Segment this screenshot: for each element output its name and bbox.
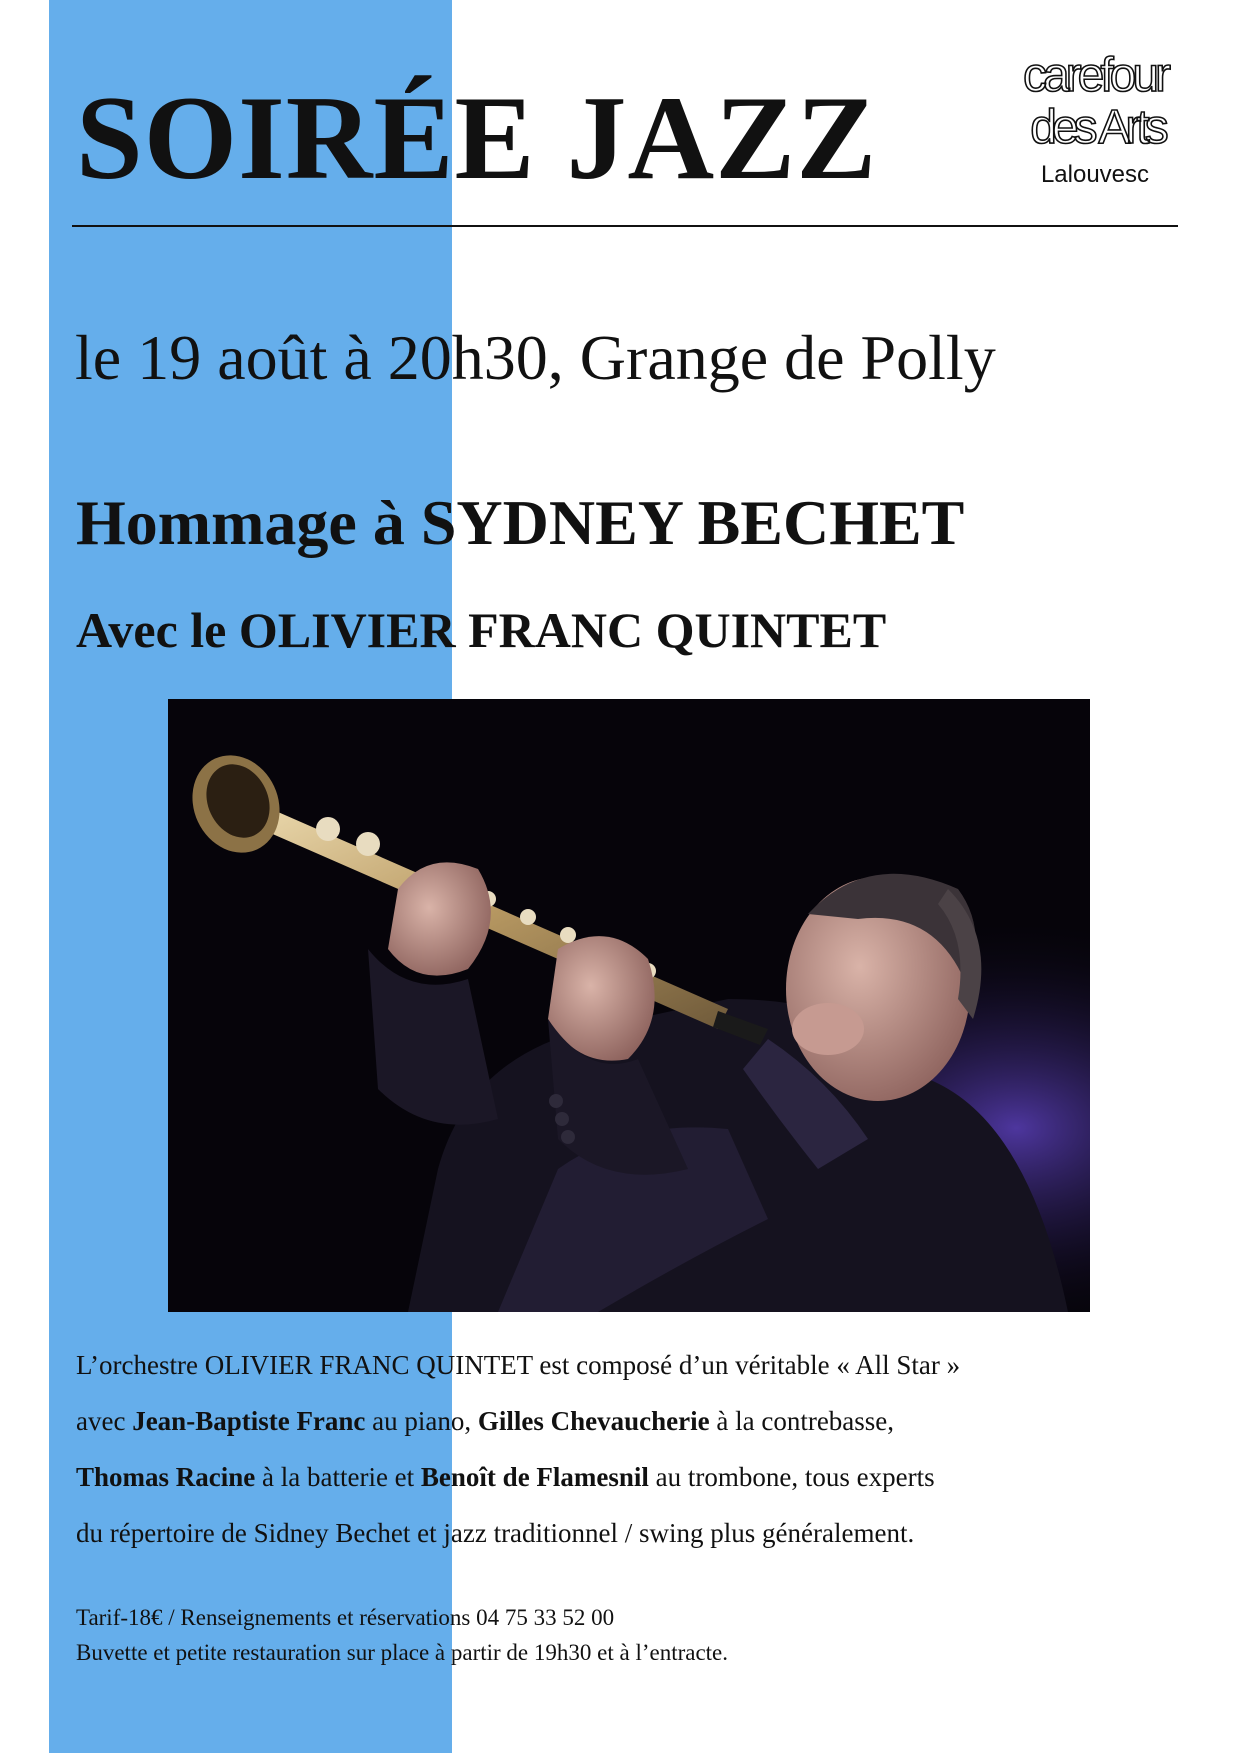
description-line-1: L’orchestre OLIVIER FRANC QUINTET est composé d’un véritable « All Star » — [76, 1350, 961, 1380]
event-date-location: le 19 août à 20h30, Grange de Polly — [75, 322, 996, 393]
description-text: à la batterie et — [255, 1462, 421, 1492]
logo-lettering-icon — [1000, 45, 1190, 157]
musician-name: Thomas Racine — [76, 1462, 256, 1492]
refreshments-info: Buvette et petite restauration sur place à partir de 19h30 et à l’entracte. — [76, 1640, 729, 1665]
poster-title: SOIRÉE JAZZ — [76, 71, 878, 204]
logo-place: Lalouvesc — [1040, 161, 1150, 188]
practical-info — [76, 1600, 1186, 1670]
description-line-2 — [76, 1393, 1186, 1449]
title-divider — [72, 225, 1178, 227]
description-text: à la contrebasse, — [709, 1406, 895, 1436]
description-text: au piano, — [365, 1406, 478, 1436]
quintet-description — [76, 1337, 1186, 1561]
logo-line2: des Arts — [1030, 101, 1164, 154]
carrefour-des-arts-logo — [1000, 45, 1190, 195]
price-and-booking: Tarif-18€ / Renseignements et réservations 04 75 33 52 00 — [76, 1605, 615, 1630]
event-headline: Hommage à SYDNEY BECHET — [76, 487, 965, 558]
musician-name: Gilles Chevaucherie — [477, 1406, 710, 1436]
saxophonist-photo-icon — [168, 699, 1090, 1312]
musician-name: Jean-Baptiste Franc — [132, 1406, 366, 1436]
description-line-3 — [76, 1449, 1186, 1505]
saxophonist-photo — [168, 699, 1090, 1312]
logo-line1: carefour — [1022, 49, 1168, 102]
description-text: au trombone, tous experts — [648, 1462, 935, 1492]
event-subheadline: Avec le OLIVIER FRANC QUINTET — [76, 602, 887, 658]
description-line-4: du répertoire de Sidney Bechet et jazz traditionnel / swing plus généralement. — [76, 1518, 915, 1548]
musician-name: Benoît de Flamesnil — [420, 1462, 649, 1492]
description-text: avec — [76, 1406, 133, 1436]
